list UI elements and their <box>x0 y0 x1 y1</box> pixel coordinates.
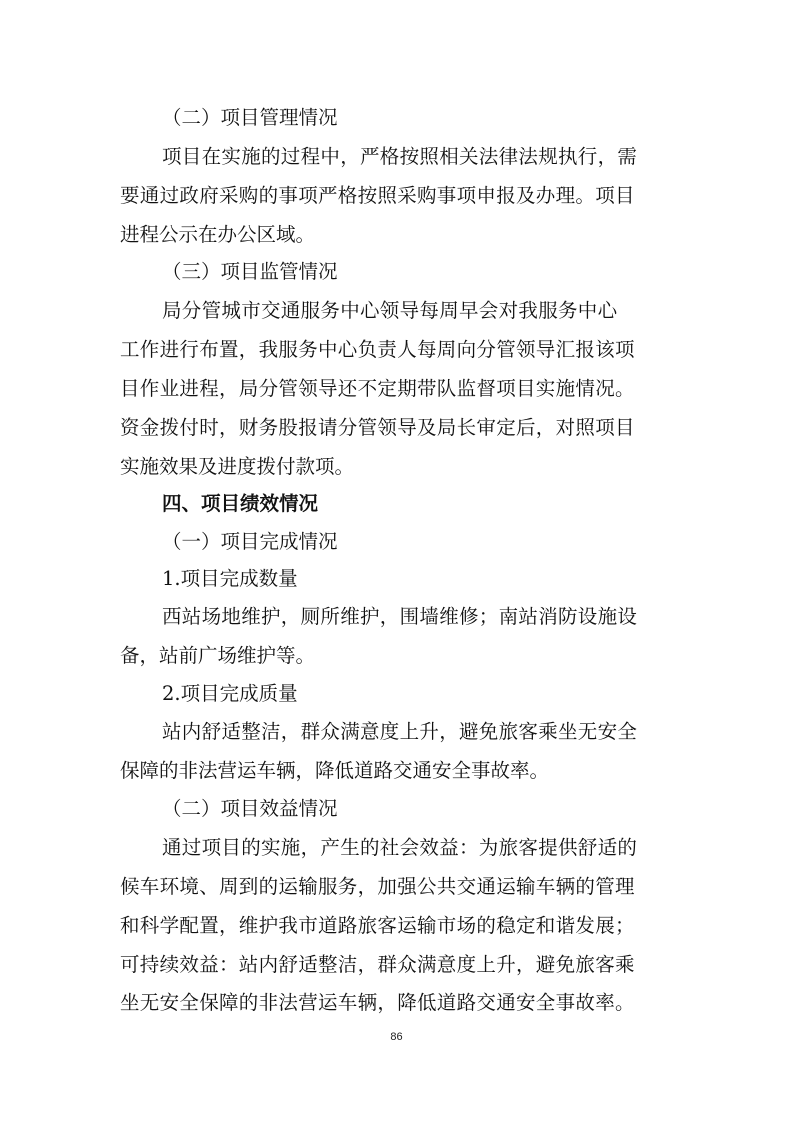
paragraph-line: 备，站前广场维护等。 <box>120 644 316 667</box>
subheading-project-management: （二）项目管理情况 <box>162 106 338 129</box>
paragraph-line: 通过项目的实施，产生的社会效益：为旅客提供舒适的 <box>162 836 638 859</box>
paragraph-line: 要通过政府采购的事项严格按照采购事项申报及办理。项目 <box>120 184 635 207</box>
paragraph-line: 西站场地维护，厕所维护，围墙维修；南站消防设施设 <box>162 605 638 628</box>
paragraph-line: 目作业进程，局分管领导还不定期带队监督项目实施情况。 <box>120 377 635 400</box>
subheading-project-supervision: （三）项目监管情况 <box>162 260 338 283</box>
paragraph-line: 资金拨付时，财务股报请分管领导及局长审定后，对照项目 <box>120 416 635 439</box>
paragraph-line: 实施效果及进度拨付款项。 <box>120 455 355 478</box>
paragraph-line: 和科学配置，维护我市道路旅客运输市场的稳定和谐发展； <box>120 914 635 937</box>
page-number: 86 <box>390 1031 403 1043</box>
item-heading-quantity: 1.项目完成数量 <box>162 567 298 590</box>
item-heading-quality: 2.项目完成质量 <box>162 682 298 705</box>
subheading-completion: （一）项目完成情况 <box>162 530 338 553</box>
paragraph-line: 进程公示在办公区域。 <box>120 223 316 246</box>
paragraph-line: 站内舒适整洁，群众满意度上升，避免旅客乘坐无安全 <box>162 720 638 743</box>
paragraph-line: 工作进行布置，我服务中心负责人每周向分管领导汇报该项 <box>120 338 635 361</box>
subheading-benefits: （二）项目效益情况 <box>162 797 338 820</box>
paragraph-line: 保障的非法营运车辆，降低道路交通安全事故率。 <box>120 759 550 782</box>
section-heading-performance: 四、项目绩效情况 <box>162 492 319 515</box>
paragraph-line: 坐无安全保障的非法营运车辆，降低道路交通安全事故率。 <box>120 991 635 1014</box>
paragraph-line: 项目在实施的过程中，严格按照相关法律法规执行，需 <box>162 145 638 168</box>
paragraph-line: 候车环境、周到的运输服务，加强公共交通运输车辆的管理 <box>120 875 635 898</box>
paragraph-line: 可持续效益：站内舒适整洁，群众满意度上升，避免旅客乘 <box>120 953 635 976</box>
paragraph-line: 局分管城市交通服务中心领导每周早会对我服务中心 <box>162 299 618 322</box>
